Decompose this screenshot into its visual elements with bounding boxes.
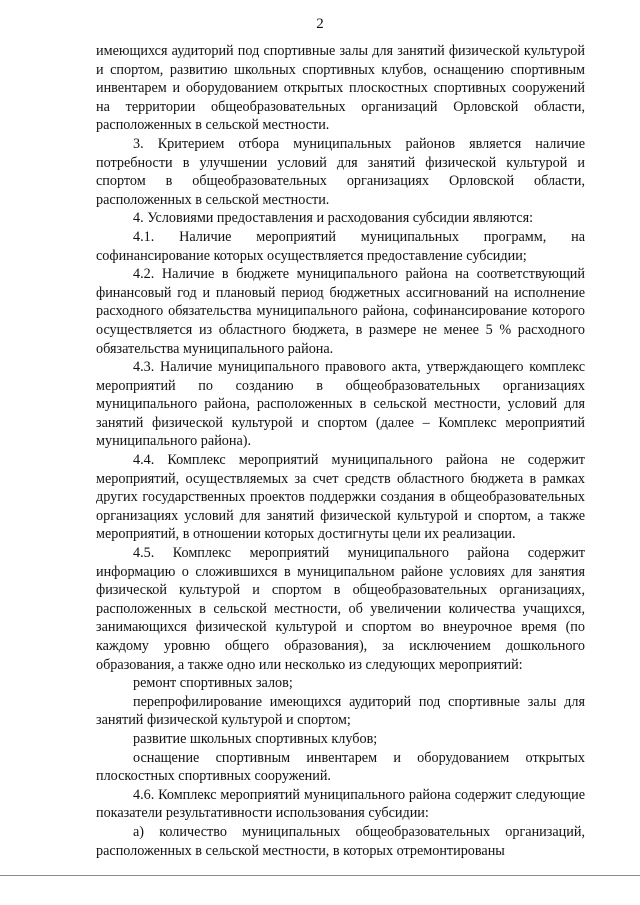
document-body <box>96 42 585 860</box>
paragraph-condition-4-1: 4.1. Наличие мероприятий муниципальных программ, на софинансирование которых осуществляется предоставление субсидии; <box>96 228 585 264</box>
paragraph-condition-4-5: 4.5. Комплекс мероприятий муниципального района содержит информацию о сложившихся в муниципальном районе условиях для занятия физической культурой и спортом в общеобразовательных организациях, расположенных в сельской местности, об увеличении количества учащихся, занимающихся физической культурой и спортом во внеурочное время (по каждому уровню общего образования), за исключением дошкольного образования, а также одно или несколько из следующих мероприятий: <box>96 545 585 673</box>
bottom-divider <box>0 875 640 876</box>
list-item-gym-repair: ремонт спортивных залов; <box>133 675 293 692</box>
paragraph-condition-4-2: 4.2. Наличие в бюджете муниципального района на соответствующий финансовый год и плановый период бюджетных ассигнований на исполнение расходного обязательства муниципального района, софинансирование которого осуществляется из областного бюджета, в размере не менее 5 % расходного обязательства муниципального района. <box>96 266 585 357</box>
paragraph-condition-4-4: 4.4. Комплекс мероприятий муниципального района не содержит мероприятий, осуществляемых за счет средств областного бюджета в рамках других государственных проектов поддержки создания в общеобразовательных организациях условий для занятий физической культурой и спортом, а также мероприятий, в отношении которых достигнуты цели их реализации. <box>96 452 585 543</box>
list-item-room-conversion: перепрофилирование имеющихся аудиторий под спортивные залы для занятий физической культурой и спортом; <box>96 693 585 729</box>
list-item-school-clubs: развитие школьных спортивных клубов; <box>133 730 378 747</box>
list-item-equipment: оснащение спортивным инвентарем и оборудованием открытых плоскостных спортивных сооружений. <box>96 749 585 785</box>
page-number: 2 <box>316 16 324 32</box>
paragraph-criterion: 3. Критерием отбора муниципальных районов является наличие потребности в улучшении условий для занятий физической культурой и спортом в общеобразовательных организациях Орловской области, расположенных в сельской местности. <box>96 135 585 208</box>
paragraph-condition-4-3: 4.3. Наличие муниципального правового акта, утверждающего комплекс мероприятий по созданию в общеобразовательных организациях муниципального района, расположенных в сельской местности, условий для занятий физической культурой и спортом (далее – Комплекс мероприятий муниципального района). <box>96 359 585 450</box>
paragraph-conditions-heading: 4. Условиями предоставления и расходования субсидии являются: <box>133 210 534 227</box>
paragraph-indicator-a: а) количество муниципальных общеобразовательных организаций, расположенных в сельской местности, в которых отремонтированы <box>96 823 585 859</box>
paragraph-continuation: имеющихся аудиторий под спортивные залы для занятий физической культурой и спортом, развитию школьных спортивных клубов, оснащению спортивным инвентарем и оборудованием открытых плоскостных спортивных сооружений на территории общеобразовательных организаций Орловской области, расположенных в сельской местности. <box>96 43 585 134</box>
paragraph-condition-4-6: 4.6. Комплекс мероприятий муниципального района содержит следующие показатели результативности использования субсидии: <box>96 786 585 822</box>
